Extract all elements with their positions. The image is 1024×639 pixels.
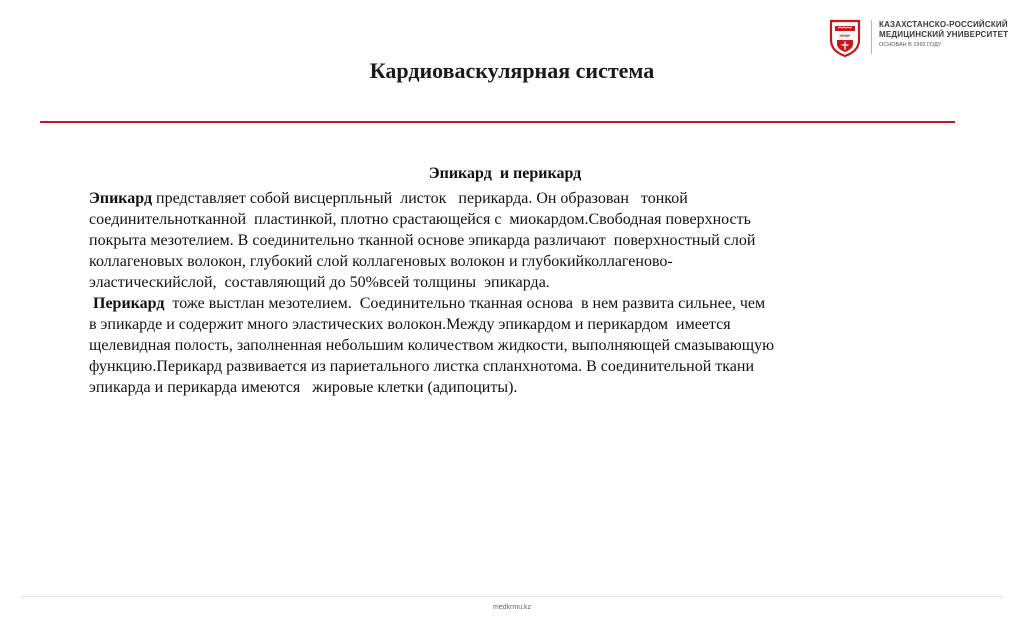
body-text xyxy=(89,188,929,398)
text-line: Эпикард представляет собой висцерпльный листок перикарда. Он образован тонкой xyxy=(89,190,688,207)
text-line: эпикарда и перикарда имеются жировые клетки (адипоциты). xyxy=(89,379,518,396)
university-name xyxy=(879,20,1019,40)
text-line: Перикард тоже выстлан мезотелием. Соединительно тканная основа в нем развита сильнее, чем xyxy=(89,295,766,312)
logo-divider xyxy=(871,20,872,54)
term-bold: Перикард xyxy=(89,295,165,312)
text-line: соединительнотканной пластинкой, плотно срастающейся с миокардом.Свободная поверхность xyxy=(89,211,751,228)
section-heading: Эпикард и перикард xyxy=(428,165,582,182)
text-line: в эпикарде и содержит много эластических волокон.Между эпикардом и перикардом имеется xyxy=(89,316,731,333)
term-bold: Эпикард xyxy=(89,190,153,207)
text-line: щелевидная полость, заполненная небольшим количеством жидкости, выполняющей смазывающую xyxy=(89,337,775,354)
university-logo xyxy=(828,18,862,58)
slide-title: Кардиоваскулярная система xyxy=(369,58,655,83)
text-line: эластическийслой, составляющий до 50%всей толщины эпикарда. xyxy=(89,274,550,291)
text-line: коллагеновых волокон, глубокий слой коллагеновых волокон и глубокийколлагеново- xyxy=(89,253,673,270)
university-name-line2: МЕДИЦИНСКИЙ УНИВЕРСИТЕТ xyxy=(879,30,1009,39)
university-shield-logo-icon xyxy=(828,18,862,58)
logo-text: КРМУ xyxy=(839,33,851,38)
university-name-line1: КАЗАХСТАНСКО-РОССИЙСКИЙ xyxy=(879,20,1008,29)
footer-divider xyxy=(20,596,1004,597)
title-divider xyxy=(40,121,955,123)
text-line: функцию.Перикард развивается из париетального листка спланхнотома. В соединительной ткани xyxy=(89,358,755,375)
text-line: покрыта мезотелием. В соединительно тканной основе эпикарда различают поверхностный слой xyxy=(89,232,756,249)
university-founded: ОСНОВАН В 1992 ГОДУ xyxy=(879,42,942,48)
footer-site: medkrmu.kz xyxy=(492,604,532,611)
